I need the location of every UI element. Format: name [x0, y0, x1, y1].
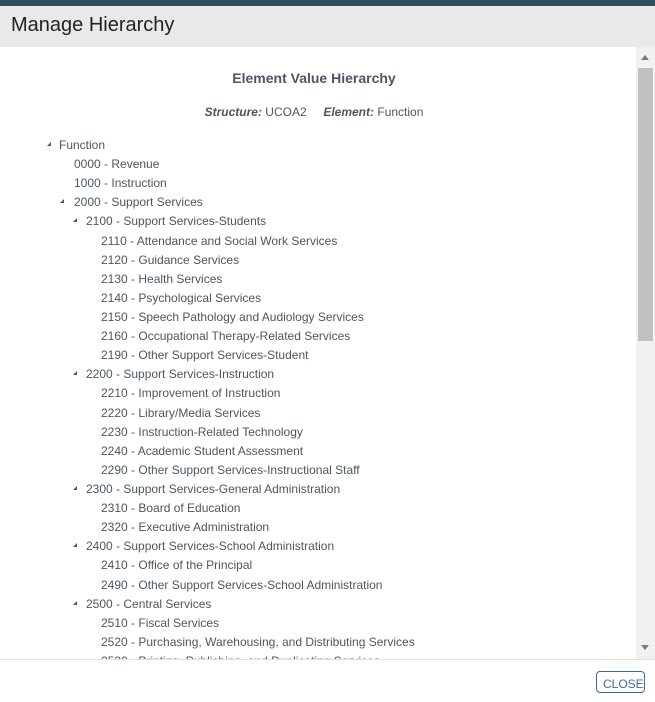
dialog-header	[0, 6, 655, 47]
tree-node[interactable]	[0, 461, 636, 480]
expand-toggle-icon[interactable]	[73, 371, 77, 375]
tree-node[interactable]	[0, 633, 636, 652]
hierarchy-meta	[0, 105, 628, 119]
scroll-up-arrow-icon[interactable]	[641, 55, 649, 60]
tree-node-label: 2190 - Other Support Services-Student	[101, 348, 309, 363]
expand-toggle-icon[interactable]	[73, 601, 77, 605]
tree-node[interactable]	[0, 556, 636, 575]
tree-node-label: 2130 - Health Services	[101, 271, 223, 286]
tree-node-label: 2320 - Executive Administration	[101, 520, 270, 535]
tree-node-label: 2110 - Attendance and Social Work Services	[101, 233, 338, 248]
tree-node-label: 2230 - Instruction-Related Technology	[101, 424, 303, 439]
dialog-title: Manage Hierarchy	[11, 14, 175, 36]
structure-label: Structure:	[204, 105, 262, 119]
tree-node[interactable]	[0, 365, 636, 384]
tree-node[interactable]	[0, 595, 636, 614]
tree-node-label: 2300 - Support Services-General Administration	[86, 481, 341, 496]
tree-node-label: 2490 - Other Support Services-School Administration	[101, 577, 383, 592]
tree-node[interactable]	[0, 518, 636, 537]
hierarchy-title: Element Value Hierarchy	[232, 70, 396, 86]
hierarchy-content[interactable]	[0, 47, 636, 659]
expand-toggle-icon[interactable]	[73, 218, 77, 222]
element-value: Function	[377, 105, 424, 119]
tree-node[interactable]	[0, 174, 636, 193]
tree-node-label: 2400 - Support Services-School Administration	[86, 539, 335, 554]
tree-node[interactable]	[0, 308, 636, 327]
tree-node-label: 2160 - Occupational Therapy-Related Services	[101, 329, 351, 344]
tree-node[interactable]	[0, 155, 636, 174]
tree-node-label: 2150 - Speech Pathology and Audiology Services	[101, 309, 364, 324]
tree-node-label: 2290 - Other Support Services-Instructional Staff	[101, 462, 360, 477]
tree-node[interactable]	[0, 136, 636, 155]
tree-node[interactable]	[0, 480, 636, 499]
tree-node[interactable]	[0, 232, 636, 251]
tree-node-label: 2500 - Central Services	[86, 596, 212, 611]
tree-node[interactable]	[0, 270, 636, 289]
tree-node-label: 2520 - Purchasing, Warehousing, and Distributing Services	[101, 634, 415, 649]
tree-node-label: 2140 - Psychological Services	[101, 290, 262, 305]
expand-toggle-icon[interactable]	[73, 543, 77, 547]
tree-node-label: 2220 - Library/Media Services	[101, 405, 261, 420]
tree-node[interactable]	[0, 289, 636, 308]
expand-toggle-icon[interactable]	[60, 199, 64, 203]
hierarchy-tree	[0, 136, 636, 671]
tree-node[interactable]	[0, 212, 636, 231]
tree-node-label: 1000 - Instruction	[74, 176, 167, 191]
tree-node[interactable]	[0, 499, 636, 518]
tree-node-label: 2120 - Guidance Services	[101, 252, 240, 267]
tree-node-label: 2310 - Board of Education	[101, 501, 241, 516]
close-button[interactable]: CLOSE	[596, 671, 645, 693]
tree-node[interactable]	[0, 423, 636, 442]
tree-node[interactable]	[0, 537, 636, 556]
vertical-scrollbar[interactable]	[636, 47, 655, 659]
tree-node-label: 2410 - Office of the Principal	[101, 558, 253, 573]
tree-node-label: 2240 - Academic Student Assessment	[101, 443, 304, 458]
expand-toggle-icon[interactable]	[73, 486, 77, 490]
tree-node-label: 2000 - Support Services	[74, 195, 203, 210]
dialog-footer	[0, 659, 655, 702]
tree-node-label: 2210 - Improvement of Instruction	[101, 386, 281, 401]
tree-node-label: Function	[59, 138, 106, 152]
tree-node[interactable]	[0, 576, 636, 595]
scroll-down-arrow-icon[interactable]	[641, 645, 649, 650]
tree-node[interactable]	[0, 327, 636, 346]
tree-node-label: 2510 - Fiscal Services	[101, 615, 220, 630]
tree-node[interactable]	[0, 442, 636, 461]
tree-node[interactable]	[0, 614, 636, 633]
scrollbar-thumb[interactable]	[638, 68, 653, 341]
element-label: Element:	[323, 105, 375, 119]
structure-value: UCOA2	[265, 105, 307, 119]
tree-node-label: 2200 - Support Services-Instruction	[86, 367, 275, 382]
tree-node-label: 0000 - Revenue	[74, 157, 160, 172]
tree-node[interactable]	[0, 251, 636, 270]
tree-node[interactable]	[0, 404, 636, 423]
tree-node[interactable]	[0, 384, 636, 403]
tree-node[interactable]	[0, 193, 636, 212]
tree-node-label: 2100 - Support Services-Students	[86, 214, 267, 229]
tree-node[interactable]	[0, 346, 636, 365]
expand-toggle-icon[interactable]	[47, 142, 51, 146]
